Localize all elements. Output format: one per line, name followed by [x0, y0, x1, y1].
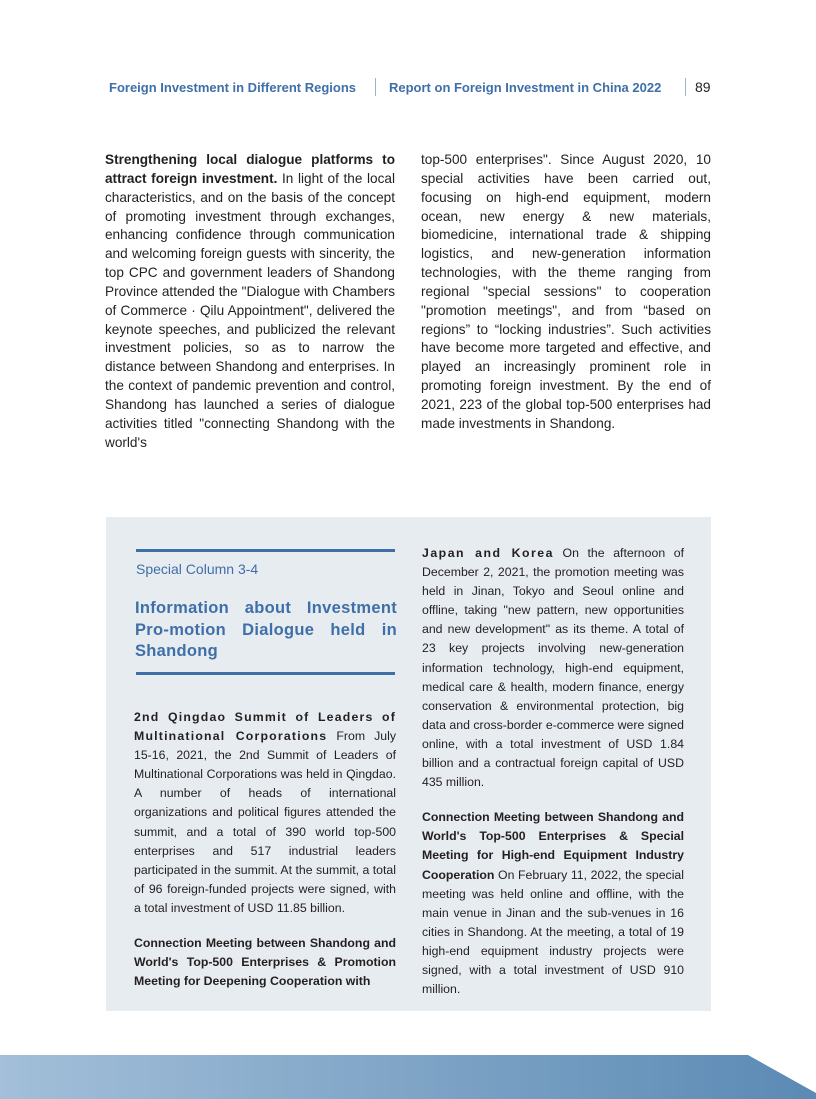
report-title: Report on Foreign Investment in China 2022: [389, 80, 662, 95]
header-divider: [685, 78, 686, 96]
footer-band-shape: [0, 1055, 816, 1099]
body-paragraph: [105, 151, 395, 453]
item-text: On February 11, 2022, the special meeting was held online and offline, with the main venue in Jinan and the sub-venues in 16 cities in Shandong. At the meeting, a total of 19 high-end equipment industry projects were signed, with a total investment of USD 910 million.: [422, 867, 684, 997]
column-rule-top: [136, 549, 395, 552]
section-title: Foreign Investment in Different Regions: [109, 80, 357, 95]
special-column-left: [134, 708, 396, 1007]
item-heading: 2nd Qingdao Summit of Leaders of Multinational Corporations: [134, 710, 396, 744]
header-divider: [375, 78, 376, 96]
column-item: [134, 934, 396, 991]
page-number: 89: [695, 79, 711, 95]
column-item: [422, 808, 684, 999]
column-rule-bottom: [136, 672, 395, 675]
paragraph-lead: Strengthening local dialogue platforms to attract foreign investment.: [105, 152, 395, 186]
column-item: [134, 708, 396, 918]
special-column-right: [422, 544, 684, 1015]
body-column-right: [421, 151, 711, 434]
body-column-left: [105, 151, 395, 453]
special-column-tag: Special Column 3-4: [136, 561, 259, 577]
footer-band: [0, 1055, 816, 1099]
item-text: From July 15-16, 2021, the 2nd Summit of Leaders of Multinational Corporations was held in Qingdao. A number of heads of international organizations and political figures attended the summit, and a total of 390 world top-500 enterprises and 517 industrial leaders participated in the summit. At the summit, a total of 96 foreign-funded projects were signed, with a total investment of USD 11.85 billion.: [134, 729, 396, 915]
item-text: On the afternoon of December 2, 2021, the promotion meeting was held in Jinan, Tokyo and Seoul online and offline, taking "new pattern, new opportunities and new development" as its theme. A total of 23 key projects involving new-generation information technology, high-end equipment, medical care & health, modern finance, energy conservation & environmental protection, big data and cross-border e-commerce were signed online, with a total investment of USD 1.84 billion and a contractual foreign capital of USD 435 million.: [422, 546, 684, 790]
item-heading: Connection Meeting between Shandong and World's Top-500 Enterprises & Promotion Meeting for Deepening Cooperation with: [134, 936, 396, 989]
column-item: [422, 544, 684, 792]
running-header: [0, 78, 816, 98]
item-heading: Connection Meeting between Shandong and World's Top-500 Enterprises & Special Meeting for High-end Equipment Industry Cooperation: [422, 810, 684, 882]
paragraph-text: In light of the local characteristics, and on the basis of the concept of promoting investment through exchanges, enhancing confidence through communication and welcoming foreign guests with sincerity, the top CPC and government leaders of Shandong Province attended the "Dialogue with Chambers of Commerce · Qilu Appointment", delivered the keynote speeches, and publicized the relevant investment policies, so as to narrow the distance between Shandong and enterprises. In the context of pandemic prevention and control, Shandong has launched a series of dialogue activities titled "connecting Shandong with the world's: [105, 170, 395, 450]
body-paragraph-continued: top-500 enterprises". Since August 2020, 10 special activities have been carried out, focusing on high-end equipment, modern ocean, new energy & new materials, biomedicine, international trade & shipping logistics, and new-generation information technologies, with the theme ranging from regional "special sessions" to cooperation "promotion meetings", and from “based on regions” to “locking industries”. Such activities have become more targeted and effective, and played an increasingly prominent role in promoting foreign investment. By the end of 2021, 223 of the global top-500 enterprises had made investments in Shandong.: [421, 152, 711, 431]
special-column-title: Information about Investment Pro-motion Dialogue held in Shandong: [135, 599, 397, 660]
item-heading: Japan and Korea: [422, 546, 554, 560]
